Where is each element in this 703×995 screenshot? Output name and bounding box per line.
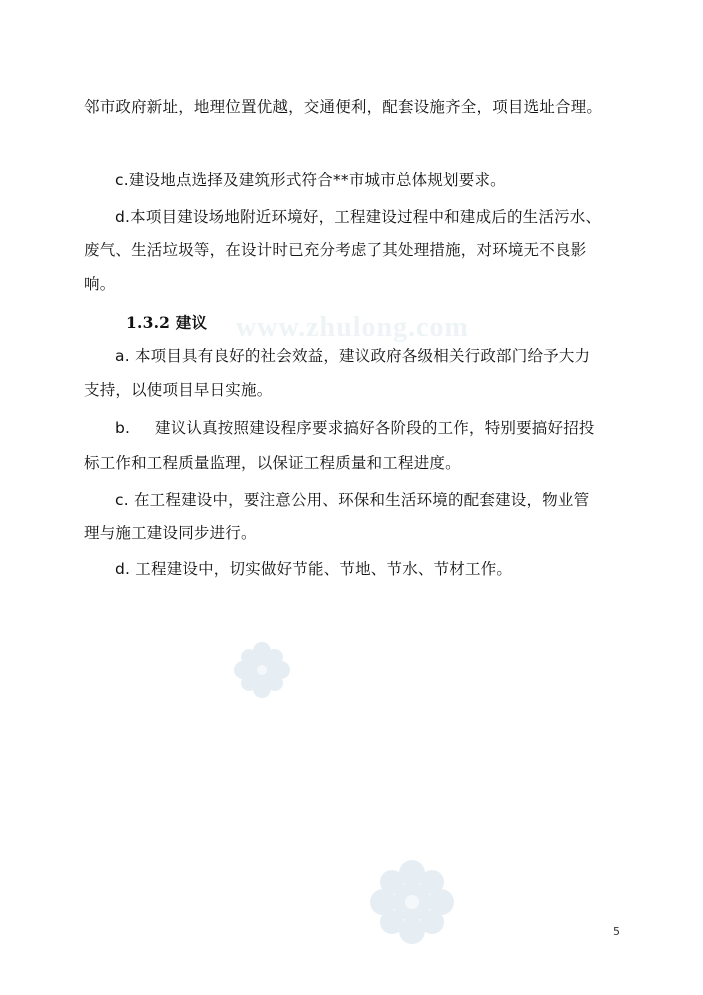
paragraph-line: 标工作和工程质量监理，以保证工程质量和工程进度。	[84, 454, 461, 472]
section-heading: 1.3.2 建议	[126, 313, 208, 332]
paragraph-line: 废气、生活垃圾等，在设计时已充分考虑了其处理措施，对环境无不良影	[84, 241, 587, 259]
watermark-text: www.zhulong.com	[236, 312, 469, 343]
paragraph-line: a. 本项目具有良好的社会效益，建议政府各级相关行政部门给予大力	[115, 347, 591, 365]
paragraph-line: c. 在工程建设中，要注意公用、环保和生活环境的配套建设，物业管	[115, 491, 590, 509]
paragraph-line: 邻市政府新址，地理位置优越，交通便利，配套设施齐全，项目选址合理。	[84, 98, 603, 116]
list-marker: b.	[115, 419, 131, 437]
paragraph-line: 支持，以使项目早日实施。	[84, 381, 273, 399]
page-number: 5	[613, 925, 620, 938]
paragraph-line: d. 工程建设中，切实做好节能、节地、节水、节材工作。	[115, 560, 513, 578]
paragraph-line: d.本项目建设场地附近环境好，工程建设过程中和建成后的生活污水、	[115, 208, 602, 226]
watermark-flower-icon	[233, 641, 291, 699]
watermark-flower-icon	[370, 860, 454, 944]
paragraph-line: 建议认真按照建设程序要求搞好各阶段的工作，特别要搞好招投	[155, 419, 595, 437]
paragraph-line: 响。	[84, 275, 116, 293]
paragraph-line: c.建设地点选择及建筑形式符合**市城市总体规划要求。	[115, 171, 506, 189]
paragraph-line: 理与施工建设同步进行。	[84, 524, 257, 542]
